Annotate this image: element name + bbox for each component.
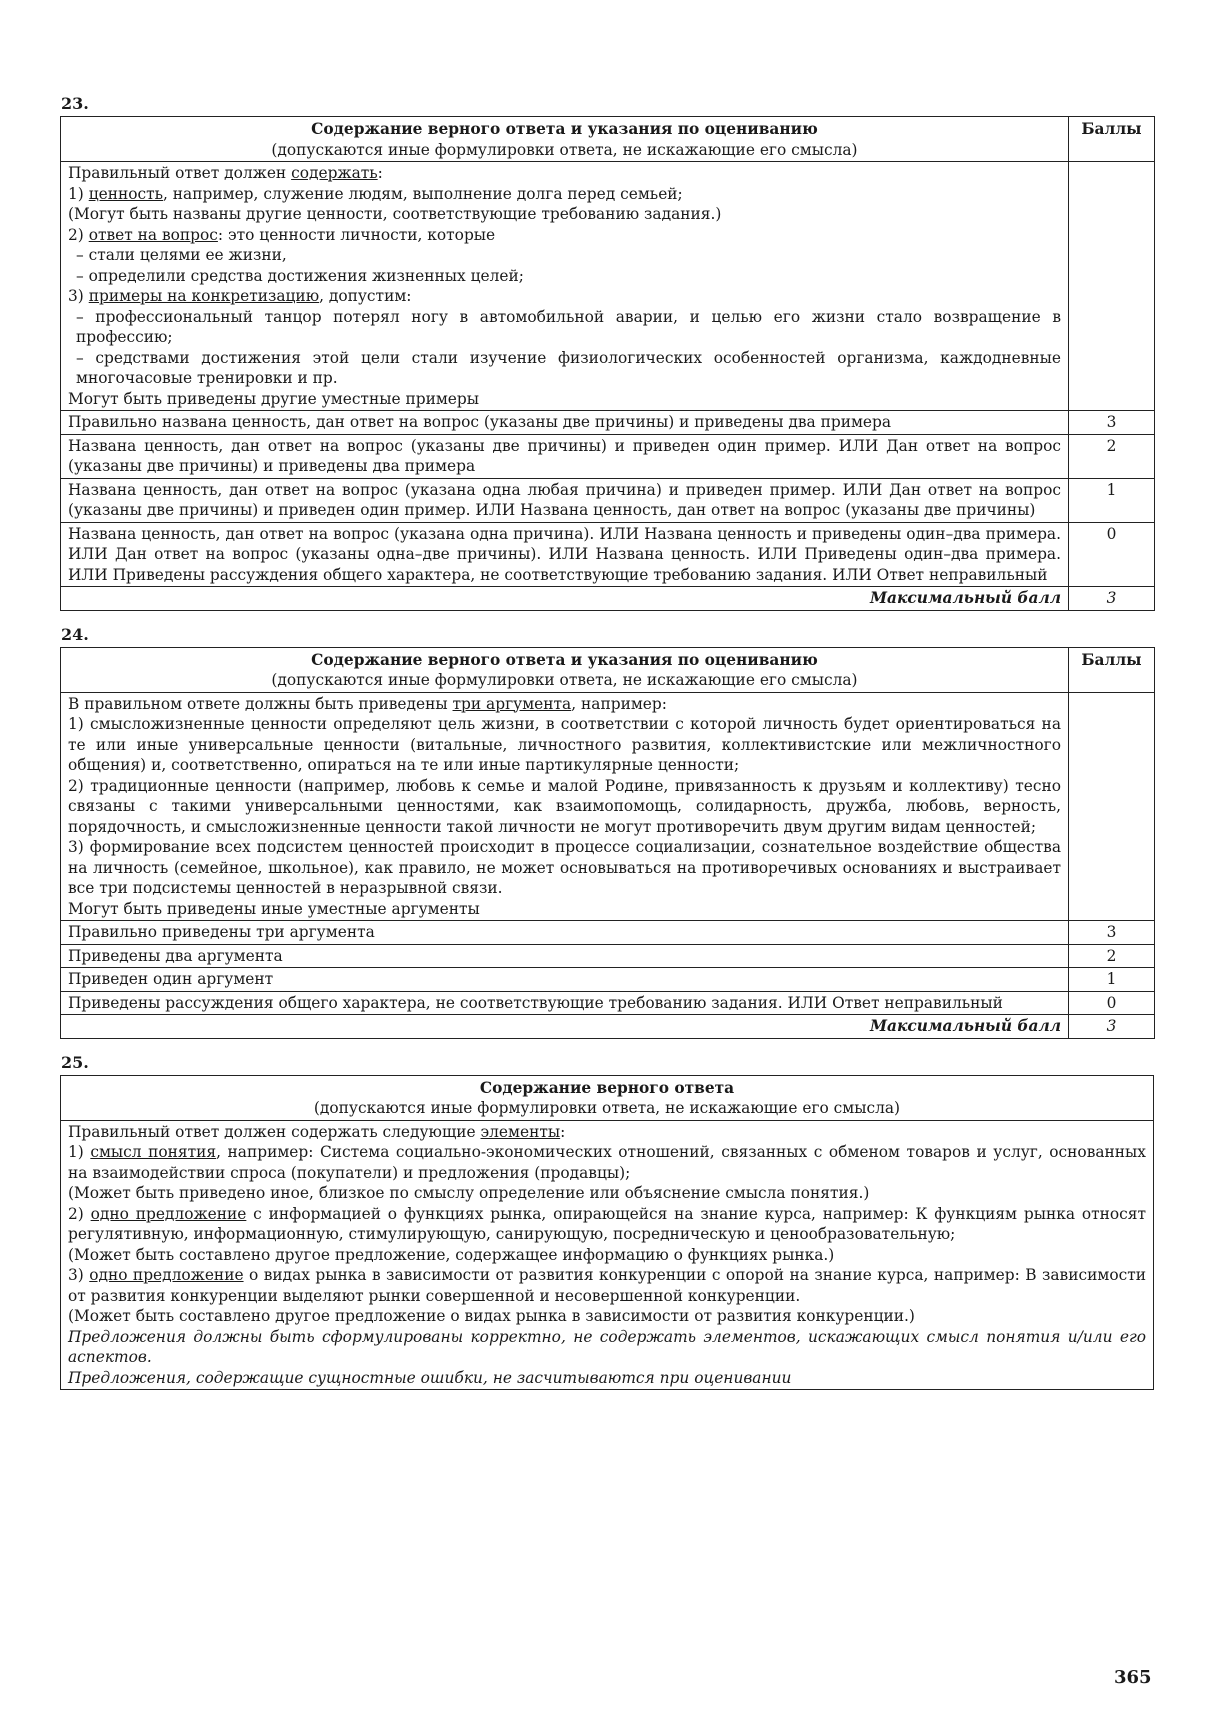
- criteria-text: Названа ценность, дан ответ на вопрос (указана одна причина). ИЛИ Названа ценность и приведены один–два примера. ИЛИ Дан ответ на вопрос (указаны одна–две причины). ИЛИ Названа ценность. ИЛИ Приведены один–два примера. ИЛИ Приведены рассуждения общего характера, не соответствующие требованию задания. ИЛИ Ответ неправильный: [61, 522, 1069, 587]
- content-line: Правильный ответ должен содержать следующие элементы:: [68, 1122, 566, 1141]
- max-score-row: [61, 1015, 1155, 1039]
- criteria-points: 3: [1069, 921, 1155, 945]
- criteria-points: 2: [1069, 944, 1155, 968]
- table-header-row: [61, 647, 1155, 692]
- content-line: 3) примеры на конкретизацию, допустим:: [68, 287, 412, 305]
- content-line: В правильном ответе должны быть приведены три аргумента, например:: [68, 694, 667, 713]
- content-line: (Могут быть названы другие ценности, соответствующие требованию задания.): [68, 205, 722, 223]
- criteria-row: [61, 434, 1155, 478]
- question-number-23: 23.: [61, 94, 89, 113]
- content-line: 1) смысложизненные ценности определяют цель жизни, в соответствии с которой личность будет ориентироваться на те или иные универсальные ценности (витальные, личностного развития, коллективистские или межличностного общения) и, соответственно, опираться на те или иные партикулярные ценности;: [68, 715, 1061, 774]
- criteria-row: [61, 921, 1155, 945]
- answer-content: [61, 1120, 1154, 1390]
- max-score-label: Максимальный балл: [61, 1015, 1069, 1039]
- answer-content: [61, 692, 1069, 921]
- criteria-text: Названа ценность, дан ответ на вопрос (указана одна любая причина) и приведен пример. ИЛИ Дан ответ на вопрос (указаны две причины) и приведен один пример. ИЛИ Названа ценность, дан ответ на вопрос (указаны две причины): [61, 478, 1069, 522]
- header-subtitle: (допускаются иные формулировки ответа, не искажающие его смысла): [271, 140, 858, 159]
- criteria-row: [61, 944, 1155, 968]
- content-line: – профессиональный танцор потерял ногу в автомобильной аварии, и целью его жизни стало возвращение в профессию;: [76, 307, 1061, 346]
- content-line: 1) ценность, например, служение людям, выполнение долга перед семьей;: [68, 184, 683, 203]
- answer-content-row: [61, 162, 1155, 411]
- note-line: Предложения должны быть сформулированы корректно, не содержать элементов, искажающих смысл понятия и/или его аспектов.: [68, 1327, 1146, 1366]
- note-line: Предложения, содержащие сущностные ошибки, не засчитываются при оценивании: [68, 1368, 792, 1387]
- answer-content: [61, 162, 1069, 411]
- table-header: [61, 647, 1069, 692]
- answer-content-row: [61, 692, 1155, 921]
- criteria-row: [61, 522, 1155, 587]
- header-title: Содержание верного ответа и указания по оцениванию: [311, 650, 818, 669]
- criteria-text: Правильно названа ценность, дан ответ на вопрос (указаны две причины) и приведены два примера: [61, 411, 1069, 435]
- table-header-row: [61, 117, 1155, 162]
- page: [60, 92, 1154, 1390]
- content-line: 3) одно предложение о видах рынка в зависимости от развития конкуренции с опорой на знание курса, например: В зависимости от развития конкуренции выделяют рынки совершенной и несовершенной конкуренции.: [68, 1266, 1146, 1305]
- criteria-points: 1: [1069, 968, 1155, 992]
- criteria-text: Приведены два аргумента: [61, 944, 1069, 968]
- criteria-row: [61, 991, 1155, 1015]
- content-line: Могут быть приведены другие уместные примеры: [68, 389, 480, 408]
- criteria-points: 3: [1069, 411, 1155, 435]
- table-header: [61, 117, 1069, 162]
- content-line: (Может быть составлено другое предложение о видах рынка в зависимости от развития конкуренции.): [68, 1307, 915, 1325]
- max-score-label: Максимальный балл: [61, 587, 1069, 611]
- criteria-text: Правильно приведены три аргумента: [61, 921, 1069, 945]
- criteria-row: [61, 411, 1155, 435]
- content-line: 2) одно предложение с информацией о функциях рынка, опирающейся на знание курса, например: К функциям рынка относят регулятивную, информационную, стимулирующую, санирующую, посредническую и ценообразовательную;: [68, 1204, 1146, 1243]
- points-header: Баллы: [1069, 117, 1155, 162]
- page-number: 365: [1114, 1667, 1152, 1688]
- table-header-row: [61, 1075, 1154, 1120]
- grading-table-24: [60, 647, 1155, 1039]
- content-line: 2) ответ на вопрос: это ценности личности, которые: [68, 225, 496, 244]
- content-line: (Может быть составлено другое предложение, содержащее информацию о функциях рынка.): [68, 1245, 835, 1264]
- points-cell-empty: [1069, 692, 1155, 921]
- max-score-value: 3: [1069, 587, 1155, 611]
- content-line: – стали целями ее жизни,: [76, 246, 287, 264]
- criteria-text: Приведены рассуждения общего характера, не соответствующие требованию задания. ИЛИ Ответ неправильный: [61, 991, 1069, 1015]
- max-score-row: [61, 587, 1155, 611]
- criteria-points: 0: [1069, 991, 1155, 1015]
- criteria-text: Названа ценность, дан ответ на вопрос (указаны две причины) и приведен один пример. ИЛИ Дан ответ на вопрос (указаны две причины) и приведены два примера: [61, 434, 1069, 478]
- grading-table-25: [60, 1075, 1154, 1391]
- header-subtitle: (допускаются иные формулировки ответа, не искажающие его смысла): [313, 1099, 901, 1117]
- criteria-text: Приведен один аргумент: [61, 968, 1069, 992]
- header-title: Содержание верного ответа и указания по оцениванию: [311, 120, 818, 138]
- header-title: Содержание верного ответа: [479, 1078, 735, 1097]
- content-line: 2) традиционные ценности (например, любовь к семье и малой Родине, привязанность к друзьям и коллективу) тесно связаны с такими универсальными ценностями, как взаимопомощь, солидарность, дружба, любовь, верность, порядочность, и смысложизненные ценности такой личности не могут противоречить двум другим видам ценностей;: [68, 776, 1061, 836]
- question-number-25: 25.: [61, 1052, 89, 1072]
- content-line: Могут быть приведены иные уместные аргументы: [68, 899, 480, 918]
- points-header: Баллы: [1069, 647, 1155, 692]
- content-line: Правильный ответ должен содержать:: [68, 164, 383, 182]
- points-cell-empty: [1069, 162, 1155, 411]
- header-subtitle: (допускаются иные формулировки ответа, не искажающие его смысла): [271, 671, 858, 689]
- grading-table-23: [60, 116, 1155, 611]
- answer-content-row: [61, 1120, 1154, 1390]
- content-line: – средствами достижения этой цели стали изучение физиологических особенностей организма, каждодневные многочасовые тренировки и пр.: [76, 348, 1061, 387]
- criteria-points: 0: [1069, 522, 1155, 587]
- content-line: 1) смысл понятия, например: Система социально-экономических отношений, связанных с обменом товаров и услуг, основанных на взаимодействии спроса (покупатели) и предложения (продавцы);: [68, 1143, 1146, 1182]
- criteria-row: [61, 478, 1155, 522]
- table-header: [61, 1075, 1154, 1120]
- content-line: (Может быть приведено иное, близкое по смыслу определение или объяснение смысла понятия.): [68, 1184, 870, 1202]
- criteria-points: 1: [1069, 478, 1155, 522]
- content-line: – определили средства достижения жизненных целей;: [76, 266, 524, 285]
- max-score-value: 3: [1069, 1015, 1155, 1039]
- content-line: 3) формирование всех подсистем ценностей происходит в процессе социализации, сознательное воздействие общества на личность (семейное, школьное), как правило, не может основываться на противоречивых основаниях и выстраивает все три подсистемы ценностей в неразрывной связи.: [68, 838, 1061, 897]
- criteria-points: 2: [1069, 434, 1155, 478]
- criteria-row: [61, 968, 1155, 992]
- question-number-24: 24.: [61, 624, 89, 644]
